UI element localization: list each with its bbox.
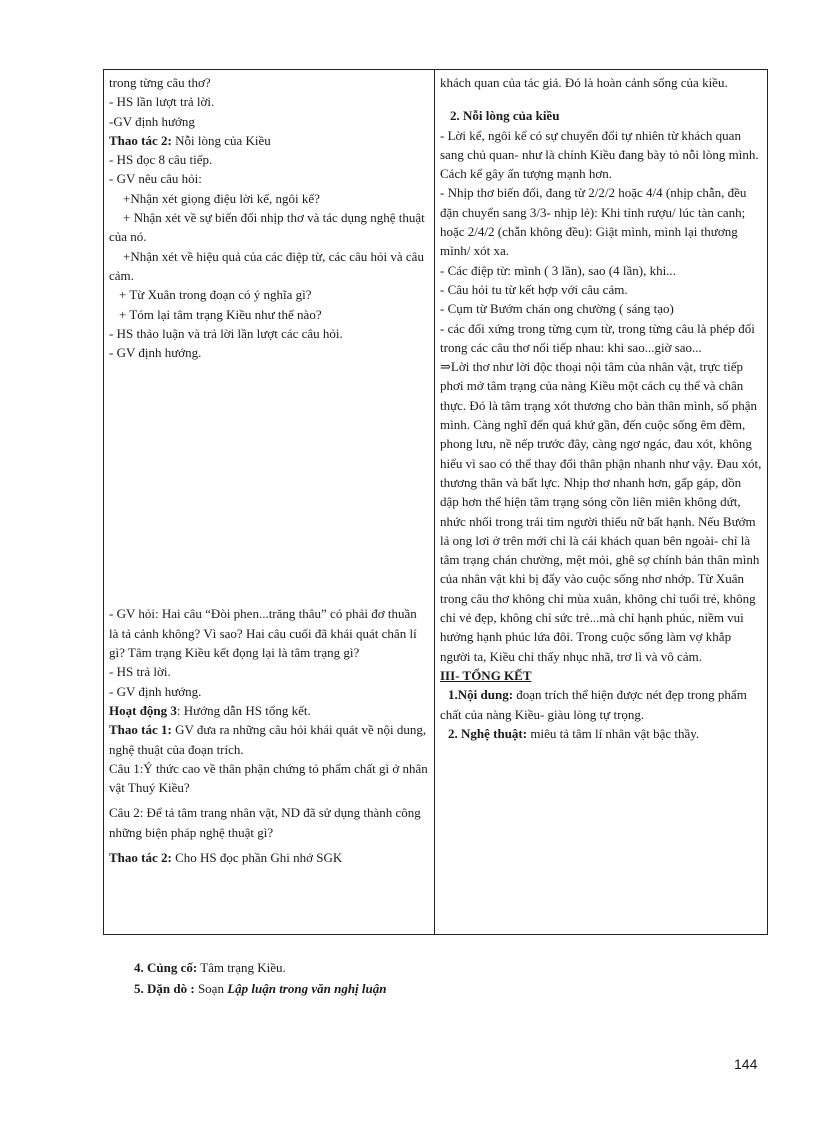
text-line: - HS lần lượt trả lời. bbox=[109, 94, 215, 110]
section-heading-3: III- TỔNG KẾT bbox=[440, 667, 532, 683]
task-label: Thao tác 2: bbox=[109, 850, 172, 866]
conclusion-paragraph: ⇒Lời thơ như lời độc thoại nội tâm của nhân vật, trực tiếp phơi mở tâm trạng của nàng Kiều một cách cụ thể và chân thực. Đó là tâm trạng xót thương cho bản thân mình, số phận mình. Càng nghĩ đến quá khứ gần, đến cuộc sống êm đềm, phong lưu, nề nếp trước đây, càng ngơ ngác, đau xót, không hiểu vì sao có thể thay đổi thân phận nhanh như vậy. Đau xót, thương thân và bất lực. Nhịp thơ nhanh hơn, gấp gáp, dồn dập hơn thể hiện tâm trạng sóng cồn liên miên không dứt, nhức nhối trong trái tim người thiếu nữ bất hạnh. Nếu Bướm lả ong lơi ở trên mới chỉ là cái khách quan bên ngoài- chỉ là tâm trạng chán chường, mệt mỏi, ghê sợ chính bản thân mình của nhân vật khi bị đẩy vào cuộc sống nhơ nhớp. Từ Xuân trong câu thơ không chỉ mùa xuân, không chỉ tuổi trẻ, không chỉ vẻ đẹp, không chỉ sức trẻ...mà chỉ hạnh phúc, niềm vui hưởng hạnh phúc lứa đôi. Trong cuộc sống làm vợ khắp người ta, Kiều chỉ thấy nhục nhã, trơ lì và vô cảm. bbox=[440, 359, 762, 664]
art-summary bbox=[440, 724, 762, 743]
task-1-line bbox=[109, 720, 429, 759]
lesson-footer bbox=[134, 957, 387, 999]
footer-text: Soạn bbox=[194, 981, 228, 996]
section-heading-2: 2. Nỗi lòng của kiều bbox=[450, 108, 560, 124]
task-label: Thao tác 2: bbox=[109, 132, 172, 148]
text-line: - HS đọc 8 câu tiếp. bbox=[109, 152, 213, 168]
footer-label: 4. Củng cố: bbox=[134, 960, 198, 975]
summary-label: 2. Nghệ thuật: bbox=[448, 725, 528, 741]
question-1: +Nhận xét giọng điệu lời kể, ngôi kể? bbox=[123, 190, 320, 206]
task-text: Nỗi lòng của Kiều bbox=[171, 132, 271, 148]
homework-title: Lập luận trong văn nghị luận bbox=[227, 981, 387, 996]
activity-label: Hoạt động 3 bbox=[109, 702, 177, 718]
question-cau-1: Câu 1:Ý thức cao về thân phận chứng tỏ phẩm chất gì ở nhân vật Thuý Kiều? bbox=[109, 760, 428, 796]
task-text: Cho HS đọc phần Ghi nhớ SGK bbox=[171, 850, 343, 866]
question-cau-2: Câu 2: Để tả tâm trang nhân vật, ND đã sử dụng thành công những biện pháp nghệ thuật gì? bbox=[109, 805, 421, 840]
text-line: - GV hỏi: Hai câu “Đòi phen...trăng thâu” có phải đơ thuần là tả cảnh không? Vì sao? Hai câu cuối đã khái quát chân lí gì? Tâm trạng Kiều kết đọng lại là tâm trạng gì? bbox=[109, 606, 417, 661]
consolidation-line bbox=[134, 957, 387, 978]
question-2: + Nhận xét về sự biến đổi nhịp thơ và tác dụng nghệ thuật của nó. bbox=[109, 210, 425, 245]
text-line: - GV định hướng. bbox=[109, 683, 202, 699]
task-text: GV đưa ra những câu hỏi khái quát về nội dung, nghệ thuật của đoạn trích. bbox=[109, 722, 427, 757]
list-item: - Các điệp từ: mình ( 3 lần), sao (4 lần), khi... bbox=[440, 262, 676, 278]
text-line: -GV định hướng bbox=[109, 113, 195, 129]
list-item: - các đối xứng trong từng cụm từ, trong từng câu là phép đối trong các câu thơ nối tiếp nhau: khi sao...giờ sao... bbox=[440, 320, 755, 355]
text-line: - GV nêu câu hỏi: bbox=[109, 171, 202, 187]
list-item: - Nhịp thơ biến đổi, đang từ 2/2/2 hoặc 4/4 (nhịp chẫn, đều đặn chuyển sang 3/3- nhịp lẻ): Khi tỉnh rượu/ lúc tàn canh; hoặc 2/4/2 (chẵn không đều): Giật mình, mình lại thương mình/ xót xa. bbox=[440, 185, 747, 259]
summary-label: 1.Nội dung: bbox=[448, 687, 514, 703]
question-5: + Tóm lại tâm trạng Kiều như thế nào? bbox=[119, 306, 322, 322]
list-item: - Cụm từ Bướm chán ong chường ( sáng tạo) bbox=[440, 301, 674, 317]
text-line: - HS thảo luận và trả lời lần lượt các câu hỏi. bbox=[109, 325, 343, 341]
content-column bbox=[435, 70, 768, 935]
footer-text: Tâm trạng Kiều. bbox=[197, 960, 286, 975]
list-item: - Câu hỏi tu từ kết hợp với câu cảm. bbox=[440, 281, 628, 297]
activity-3-line bbox=[109, 701, 429, 720]
text-line: - GV định hướng. bbox=[109, 345, 202, 361]
text-line: khách quan của tác giả. Đó là hoàn cảnh sống của kiều. bbox=[440, 75, 728, 90]
activity-text: : Hướng dẫn HS tổng kết. bbox=[176, 702, 311, 718]
footer-label: 5. Dặn dò : bbox=[134, 981, 195, 996]
summary-text: đoạn trích thể hiện được nét đẹp trong phẩm chất của nàng Kiều- giàu lòng tự trọng. bbox=[440, 687, 747, 722]
table-row bbox=[104, 70, 768, 935]
task-2b-line bbox=[109, 848, 429, 867]
page-number: 144 bbox=[734, 1056, 758, 1072]
homework-line bbox=[134, 978, 387, 999]
content-summary bbox=[440, 685, 762, 724]
question-4: + Từ Xuân trong đoạn có ý nghĩa gì? bbox=[119, 287, 312, 303]
spacer bbox=[109, 362, 429, 604]
list-item: - Lời kể, ngôi kể có sự chuyển đổi tự nhiên từ khách quan sang chủ quan- như là chính Kiều đang bày tỏ nỗi lòng mình. Cách kể gây ấn tượng mạnh hơn. bbox=[440, 127, 759, 182]
lesson-table bbox=[103, 69, 768, 935]
text-line: trong từng câu thơ? bbox=[109, 75, 211, 90]
question-3: +Nhận xét về hiệu quả của các điệp từ, các câu hỏi và câu cảm. bbox=[109, 248, 424, 283]
teacher-student-activity-column bbox=[104, 70, 435, 935]
summary-text: miêu tả tâm lí nhân vật bậc thầy. bbox=[527, 725, 700, 741]
text-line: - HS trả lời. bbox=[109, 664, 171, 680]
task-2-line bbox=[109, 131, 429, 150]
task-label: Thao tác 1: bbox=[109, 722, 172, 738]
